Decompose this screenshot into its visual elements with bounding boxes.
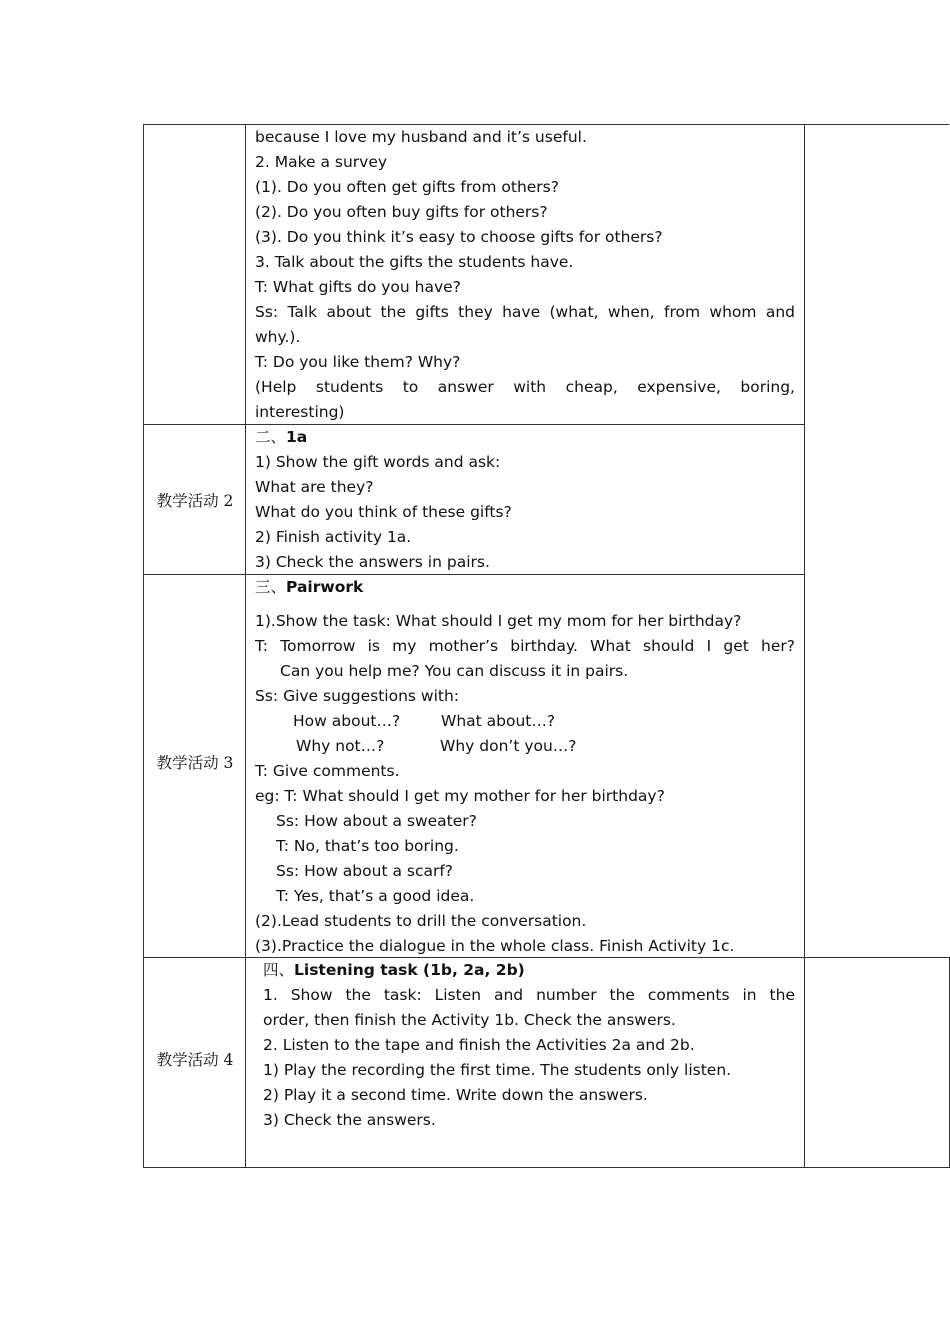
row-label-activity-4: 教学活动 4 — [156, 1051, 234, 1069]
suggestion-row — [255, 709, 795, 734]
heading-text: 1a — [286, 428, 308, 446]
heading-prefix: 四、 — [263, 961, 295, 979]
column-divider-2 — [804, 124, 805, 1168]
heading-prefix: 二、 — [255, 428, 287, 446]
suggestion-phrase: Why not…? — [296, 737, 385, 755]
text-line: 2) Play it a second time. Write down the answers. — [263, 1086, 648, 1104]
text-line: why.). — [255, 328, 301, 346]
text-line: T: Give comments. — [255, 762, 400, 780]
text-line: 3) Check the answers in pairs. — [255, 553, 490, 571]
text-line: What are they? — [255, 478, 374, 496]
text-line: 2) Finish activity 1a. — [255, 528, 412, 546]
heading-prefix: 三、 — [255, 578, 287, 596]
row-2-content — [255, 425, 795, 575]
text-line: T: Tomorrow is my mother’s birthday. What should I get her? — [255, 637, 795, 655]
text-line: T: No, that’s too boring. — [276, 837, 459, 855]
row-1-content — [255, 125, 795, 425]
text-line: (3).Practice the dialogue in the whole class. Finish Activity 1c. — [255, 937, 735, 955]
text-line: order, then finish the Activity 1b. Check the answers. — [263, 1011, 676, 1029]
text-line: Can you help me? You can discuss it in pairs. — [280, 662, 629, 680]
text-line: T: What gifts do you have? — [255, 278, 461, 296]
row-label-activity-3: 教学活动 3 — [156, 754, 234, 772]
suggestion-phrase: What about…? — [441, 712, 556, 730]
text-line: 1. Show the task: Listen and number the comments in the — [263, 986, 795, 1004]
text-line: T: Yes, that’s a good idea. — [276, 887, 475, 905]
suggestion-phrase: Why don’t you…? — [440, 737, 577, 755]
text-line: 1).Show the task: What should I get my mom for her birthday? — [255, 612, 742, 630]
suggestion-row — [255, 734, 795, 759]
text-line: Ss: Give suggestions with: — [255, 687, 460, 705]
heading-text: Listening task (1b, 2a, 2b) — [294, 961, 525, 979]
heading-text: Pairwork — [286, 578, 364, 596]
text-line: Ss: How about a scarf? — [276, 862, 454, 880]
text-line: 2. Make a survey — [255, 153, 388, 171]
text-line: because I love my husband and it’s useful. — [255, 128, 587, 146]
table-border-left — [143, 124, 144, 1168]
column-divider-1 — [245, 124, 246, 1168]
text-line: eg: T: What should I get my mother for her birthday? — [255, 787, 665, 805]
text-line: (3). Do you think it’s easy to choose gifts for others? — [255, 228, 663, 246]
row-label-activity-2: 教学活动 2 — [156, 492, 234, 510]
text-line: 2. Listen to the tape and finish the Activities 2a and 2b. — [263, 1036, 695, 1054]
section-heading — [263, 958, 795, 983]
text-line: Ss: Talk about the gifts they have (what, when, from whom and — [255, 303, 795, 321]
text-line: interesting) — [255, 403, 345, 421]
table-border-bottom — [143, 1167, 949, 1168]
text-line: 3) Check the answers. — [263, 1111, 436, 1129]
text-line: T: Do you like them? Why? — [255, 353, 461, 371]
suggestion-phrase: How about…? — [293, 712, 401, 730]
text-line: 1) Play the recording the first time. The students only listen. — [263, 1061, 732, 1079]
text-line: Ss: How about a sweater? — [276, 812, 477, 830]
text-line: What do you think of these gifts? — [255, 503, 512, 521]
text-line: 3. Talk about the gifts the students have. — [255, 253, 574, 271]
text-line: (Help students to answer with cheap, expensive, boring, — [255, 378, 795, 396]
text-line: 1) Show the gift words and ask: — [255, 453, 501, 471]
text-line: (2). Do you often buy gifts for others? — [255, 203, 548, 221]
section-heading — [255, 575, 795, 600]
row-3-content — [255, 575, 795, 959]
text-line: (2).Lead students to drill the conversation. — [255, 912, 587, 930]
row-4-content — [263, 958, 795, 1133]
text-line: (1). Do you often get gifts from others? — [255, 178, 559, 196]
section-heading — [255, 425, 795, 450]
